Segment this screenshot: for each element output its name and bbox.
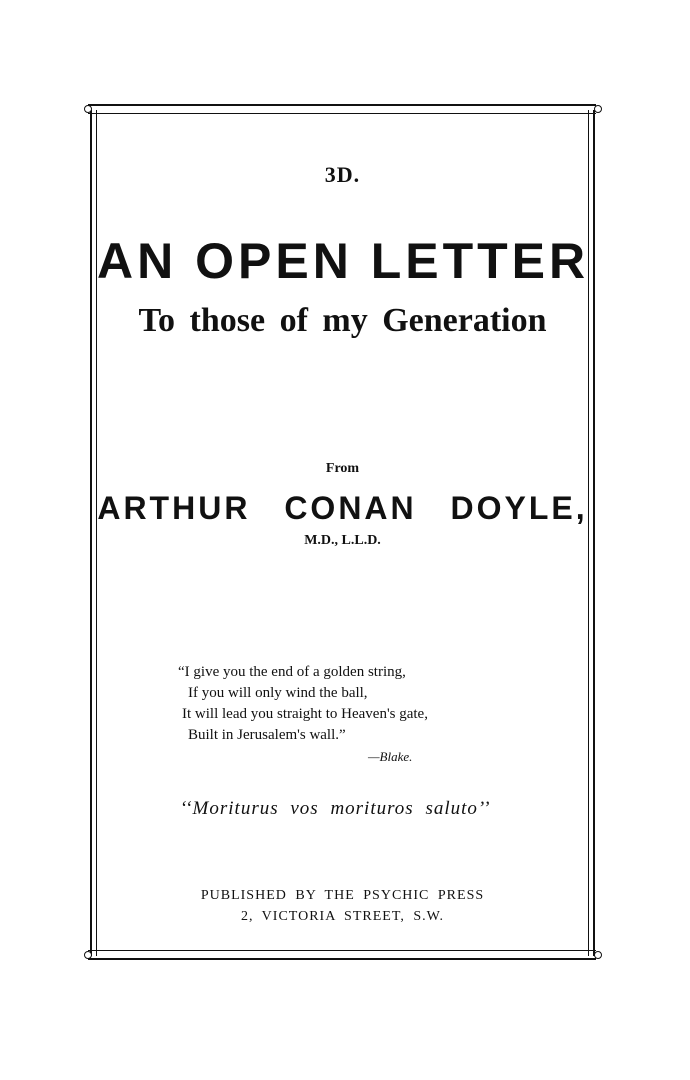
- author-degrees: M.D., L.L.D.: [304, 533, 381, 548]
- poem-line: If you will only wind the ball,: [188, 685, 368, 701]
- document-title: AN OPEN LETTER: [97, 233, 590, 289]
- epigraph-poem: [178, 662, 428, 767]
- from-label: From: [325, 461, 360, 476]
- corner-ornament-icon: [84, 951, 92, 959]
- price: 3D.: [324, 162, 361, 187]
- border-bottom-rule: [88, 950, 596, 960]
- document-subtitle: To those of my Generation: [138, 302, 547, 339]
- poem-line: Built in Jerusalem's wall.”: [188, 727, 346, 743]
- publisher-line: PUBLISHED BY THE PSYCHIC PRESS: [200, 888, 485, 903]
- poem-line: It will lead you straight to Heaven's gate,: [182, 706, 428, 722]
- latin-motto: ‘‘Moriturus vos morituros saluto’’: [180, 798, 491, 819]
- corner-ornament-icon: [594, 951, 602, 959]
- border-right-rule: [588, 110, 595, 956]
- border-top-rule: [88, 104, 596, 114]
- poem-attribution: —Blake.: [368, 749, 413, 764]
- corner-ornament-icon: [84, 105, 92, 113]
- border-left-rule: [90, 110, 97, 956]
- author-name: ARTHUR CONAN DOYLE,: [97, 490, 588, 526]
- corner-ornament-icon: [594, 105, 602, 113]
- publisher-address: 2, VICTORIA STREET, S.W.: [240, 909, 445, 924]
- poem-line: “I give you the end of a golden string,: [178, 664, 406, 680]
